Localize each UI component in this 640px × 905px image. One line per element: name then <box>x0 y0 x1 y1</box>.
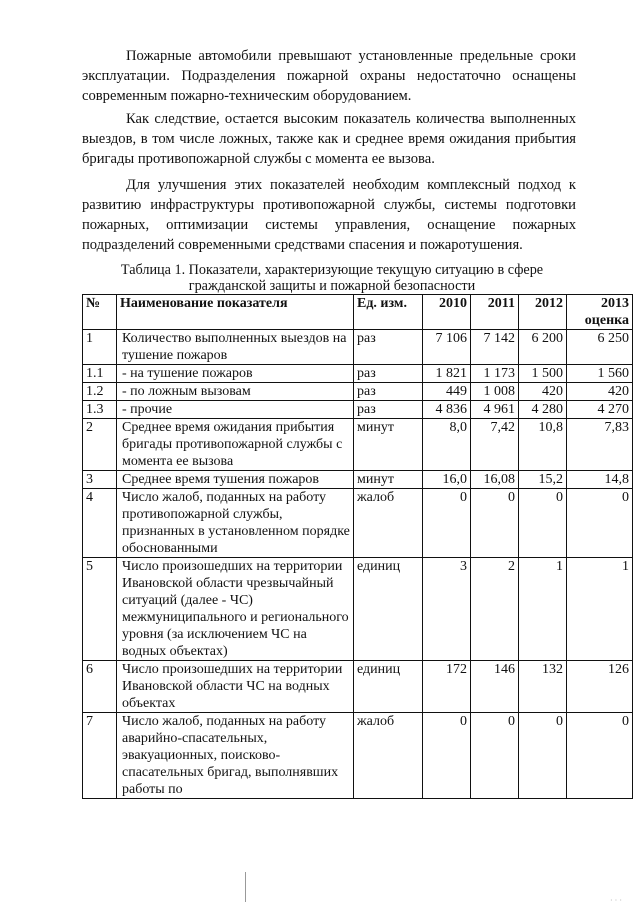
header-num: № <box>83 295 117 330</box>
row-2013: 126 <box>567 661 633 713</box>
row-2012: 15,2 <box>519 471 567 489</box>
table-row <box>83 489 633 558</box>
row-unit: минут <box>354 419 423 471</box>
row-name: Число жалоб, поданных на работу противопожарной службы, признанных в установленном порядке обоснованными <box>117 489 354 558</box>
row-2011: 1 008 <box>471 383 519 401</box>
header-2013-note: оценка <box>584 313 629 328</box>
row-2011: 0 <box>471 713 519 799</box>
row-unit: раз <box>354 330 423 365</box>
row-2012: 10,8 <box>519 419 567 471</box>
row-num: 3 <box>83 471 117 489</box>
row-2011: 0 <box>471 489 519 558</box>
indicators-table <box>82 294 633 799</box>
row-2010: 0 <box>423 489 471 558</box>
row-num: 1.1 <box>83 365 117 383</box>
table-row <box>83 401 633 419</box>
row-name: - по ложным вызовам <box>117 383 354 401</box>
row-2013: 0 <box>567 489 633 558</box>
row-name: Среднее время ожидания прибытия бригады противопожарной службы с момента ее вызова <box>117 419 354 471</box>
row-name: Число жалоб, поданных на работу аварийно-спасательных, эвакуационных, поисково-спасательных бригад, выполнявших работы по <box>117 713 354 799</box>
row-num: 2 <box>83 419 117 471</box>
row-unit: раз <box>354 383 423 401</box>
header-2012: 2012 <box>519 295 567 330</box>
table-row <box>83 383 633 401</box>
header-2013-year: 2013 <box>601 296 629 311</box>
row-2010: 3 <box>423 558 471 661</box>
row-2010: 0 <box>423 713 471 799</box>
row-2010: 449 <box>423 383 471 401</box>
table-row <box>83 365 633 383</box>
row-unit: раз <box>354 365 423 383</box>
paragraph-2: Как следствие, остается высоким показатель количества выполненных выездов, в том числе ложных, также как и среднее время ожидания прибытия бригады противопожарной службы с момента ее вызова. <box>82 111 576 167</box>
table-row <box>83 419 633 471</box>
header-2010: 2010 <box>423 295 471 330</box>
table-row <box>83 558 633 661</box>
row-name: Число произошедших на территории Ивановской области чрезвычайный ситуаций (далее - ЧС) межмуниципального и регионального уровня (за исключением ЧС на водных объектах) <box>117 558 354 661</box>
row-unit: жалоб <box>354 489 423 558</box>
row-num: 6 <box>83 661 117 713</box>
row-2011: 2 <box>471 558 519 661</box>
row-2013: 1 560 <box>567 365 633 383</box>
row-unit: раз <box>354 401 423 419</box>
scan-mark <box>245 872 246 902</box>
row-2012: 6 200 <box>519 330 567 365</box>
header-2011: 2011 <box>471 295 519 330</box>
row-num: 1.3 <box>83 401 117 419</box>
row-2013: 0 <box>567 713 633 799</box>
row-unit: единиц <box>354 558 423 661</box>
paragraph-3: Для улучшения этих показателей необходим комплексный подход к развитию инфраструктуры противопожарной службы, системы подготовки пожарных, оптимизации системы управления, оснащение пожарных подразделений современными средствами спасения и пожаротушения. <box>82 177 576 253</box>
row-name: - на тушение пожаров <box>117 365 354 383</box>
row-2011: 1 173 <box>471 365 519 383</box>
table-row <box>83 330 633 365</box>
table-row <box>83 471 633 489</box>
row-num: 7 <box>83 713 117 799</box>
row-2011: 4 961 <box>471 401 519 419</box>
row-2010: 172 <box>423 661 471 713</box>
row-num: 1 <box>83 330 117 365</box>
row-2012: 420 <box>519 383 567 401</box>
header-name: Наименование показателя <box>117 295 354 330</box>
scan-dots: · · · <box>610 896 622 905</box>
row-unit: минут <box>354 471 423 489</box>
row-name: Среднее время тушения пожаров <box>117 471 354 489</box>
row-2012: 1 <box>519 558 567 661</box>
row-2010: 8,0 <box>423 419 471 471</box>
row-2011: 146 <box>471 661 519 713</box>
row-2010: 4 836 <box>423 401 471 419</box>
row-2011: 7 142 <box>471 330 519 365</box>
row-2013: 420 <box>567 383 633 401</box>
row-unit: жалоб <box>354 713 423 799</box>
row-unit: единиц <box>354 661 423 713</box>
table-row <box>83 713 633 799</box>
row-2012: 0 <box>519 489 567 558</box>
row-name: Количество выполненных выездов на тушение пожаров <box>117 330 354 365</box>
row-2012: 1 500 <box>519 365 567 383</box>
row-2013: 1 <box>567 558 633 661</box>
table-caption: Таблица 1. Показатели, характеризующие текущую ситуацию в сфере гражданской защиты и пожарной безопасности <box>120 262 544 294</box>
row-num: 5 <box>83 558 117 661</box>
row-2010: 1 821 <box>423 365 471 383</box>
row-2012: 0 <box>519 713 567 799</box>
header-unit: Ед. изм. <box>354 295 423 330</box>
row-2013: 14,8 <box>567 471 633 489</box>
table-row <box>83 661 633 713</box>
row-2012: 132 <box>519 661 567 713</box>
row-2013: 4 270 <box>567 401 633 419</box>
row-2010: 7 106 <box>423 330 471 365</box>
row-name: - прочие <box>117 401 354 419</box>
table-header-row <box>83 295 633 330</box>
row-num: 1.2 <box>83 383 117 401</box>
row-2011: 16,08 <box>471 471 519 489</box>
row-2010: 16,0 <box>423 471 471 489</box>
row-name: Число произошедших на территории Ивановской области ЧС на водных объектах <box>117 661 354 713</box>
row-2012: 4 280 <box>519 401 567 419</box>
row-2011: 7,42 <box>471 419 519 471</box>
row-2013: 7,83 <box>567 419 633 471</box>
header-2013 <box>567 295 633 330</box>
row-num: 4 <box>83 489 117 558</box>
row-2013: 6 250 <box>567 330 633 365</box>
paragraph-1: Пожарные автомобили превышают установленные предельные сроки эксплуатации. Подразделения пожарной охраны недостаточно оснащены современным пожарно-техническим оборудованием. <box>82 48 576 104</box>
